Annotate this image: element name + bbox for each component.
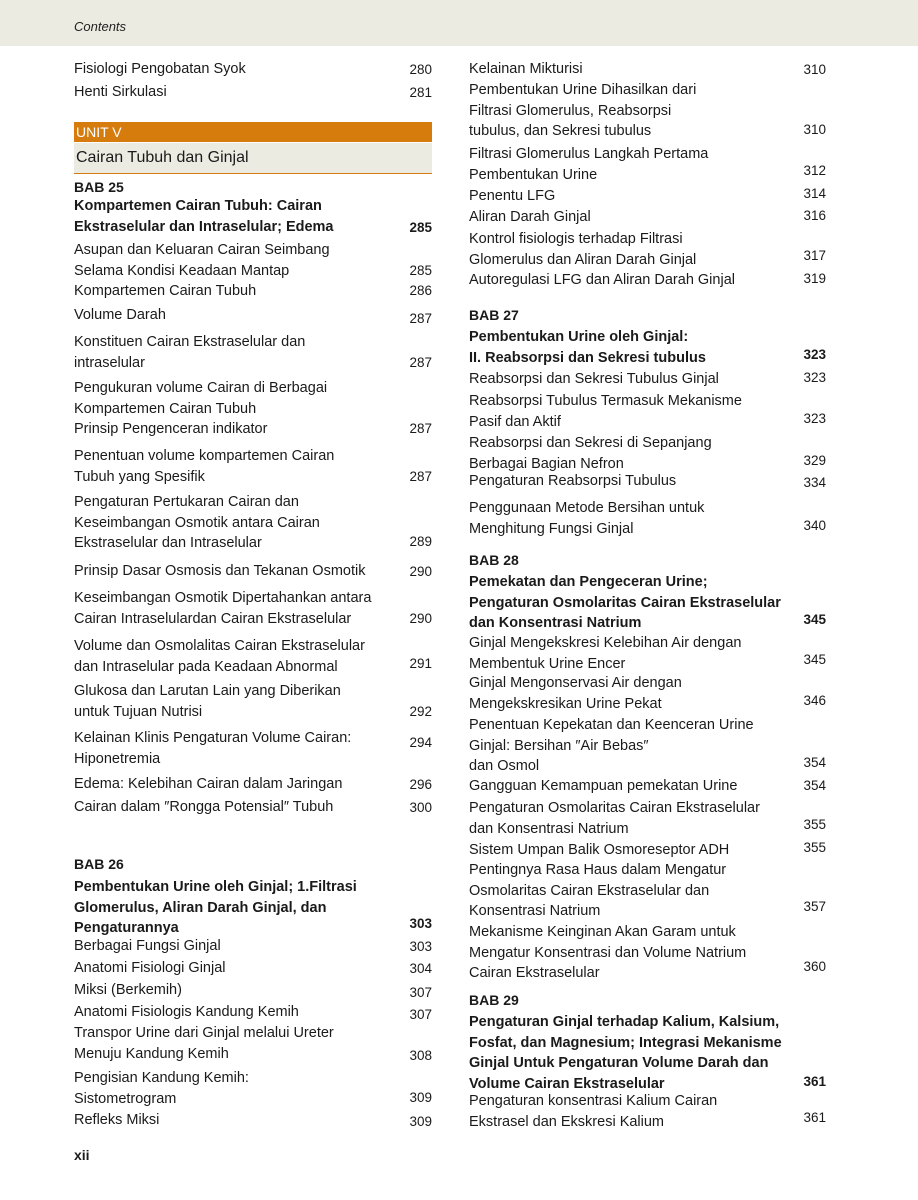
page-ref: 285 bbox=[409, 262, 432, 278]
toc-entry[interactable]: Anatomi Fisiologi Ginjal 304 bbox=[74, 958, 432, 979]
page-number: xii bbox=[74, 1147, 90, 1163]
page-ref: 308 bbox=[409, 1047, 432, 1063]
toc-entry[interactable]: Penentu LFG 314 bbox=[469, 185, 826, 204]
toc-entry[interactable]: Kelainan Klinis Pengaturan Volume Cairan: Hiponetremia 294 bbox=[74, 730, 432, 767]
page-ref: 280 bbox=[409, 61, 432, 77]
page-ref: 290 bbox=[409, 610, 432, 626]
chapter-heading[interactable]: Pembentukan Urine oleh Ginjal; 1.Filtrasi Glomerulus, Aliran Darah Ginjal, dan Pengaturannya 303 bbox=[74, 879, 432, 936]
toc-entry[interactable]: Pengaturan Pertukaran Cairan dan Keseimbangan Osmotik antara Cairan Ekstraselular dan Intraselular 289 bbox=[74, 494, 432, 551]
toc-entry[interactable]: Pengukuran volume Cairan di Berbagai Kompartemen Cairan Tubuh Prinsip Pengenceran indikator 287 bbox=[74, 380, 432, 437]
toc-entry[interactable]: Ginjal Mengekskresi Kelebihan Air dengan Membentuk Urine Encer 345 bbox=[469, 635, 826, 672]
toc-entry[interactable]: Aliran Darah Ginjal 316 bbox=[469, 207, 826, 225]
page-ref: 307 bbox=[409, 1006, 432, 1022]
toc-entry[interactable]: Edema: Kelebihan Cairan dalam Jaringan 296 bbox=[74, 774, 432, 795]
page-ref: 289 bbox=[409, 533, 432, 549]
page-ref: 281 bbox=[409, 84, 432, 100]
page-ref: 340 bbox=[803, 517, 826, 533]
page-ref: 323 bbox=[803, 369, 826, 385]
toc-entry[interactable]: Sistem Umpan Balik Osmoreseptor ADH 355 bbox=[469, 839, 826, 858]
running-header-band bbox=[0, 0, 918, 46]
page-ref: 329 bbox=[803, 452, 826, 468]
page-ref: 296 bbox=[409, 776, 432, 792]
chapter-label: BAB 29 bbox=[469, 992, 519, 1008]
page-ref: 304 bbox=[409, 960, 432, 976]
page-ref: 310 bbox=[803, 61, 826, 77]
page-ref: 285 bbox=[409, 219, 432, 235]
unit-label-bar bbox=[74, 122, 432, 142]
page-ref: 361 bbox=[803, 1073, 826, 1089]
toc-entry[interactable]: Volume Darah 287 bbox=[74, 305, 432, 329]
page-ref: 309 bbox=[409, 1089, 432, 1105]
page-ref: 323 bbox=[803, 346, 826, 362]
page-ref: 345 bbox=[803, 611, 826, 627]
page-ref: 316 bbox=[803, 207, 826, 223]
chapter-heading[interactable]: Pemekatan dan Pengeceran Urine; Pengaturan Osmolaritas Cairan Ekstraselular dan Konsentrasi Natrium 345 bbox=[469, 574, 826, 631]
toc-entry[interactable]: Filtrasi Glomerulus Langkah Pertama Pembentukan Urine 312 bbox=[469, 146, 826, 183]
page-ref: 323 bbox=[803, 410, 826, 426]
page-ref: 300 bbox=[409, 799, 432, 815]
page-ref: 361 bbox=[803, 1109, 826, 1125]
toc-entry[interactable]: Anatomi Fisiologis Kandung Kemih 307 bbox=[74, 1002, 432, 1025]
toc-entry[interactable]: Berbagai Fungsi Ginjal 303 bbox=[74, 936, 432, 957]
page-ref: 319 bbox=[803, 270, 826, 286]
unit-subtitle-band bbox=[74, 143, 432, 174]
unit-label: UNIT V bbox=[76, 124, 122, 140]
page-ref: 309 bbox=[409, 1113, 432, 1129]
toc-entry[interactable]: Volume dan Osmolalitas Cairan Ekstraselular dan Intraselular pada Keadaan Abnormal 291 bbox=[74, 638, 432, 675]
chapter-label: BAB 27 bbox=[469, 307, 519, 323]
page-ref: 292 bbox=[409, 703, 432, 719]
toc-entry[interactable]: Ginjal Mengonservasi Air dengan Mengekskresikan Urine Pekat 346 bbox=[469, 675, 826, 712]
toc-entry[interactable]: Asupan dan Keluaran Cairan Seimbang Selama Kondisi Keadaan Mantap 285 bbox=[74, 240, 432, 281]
page-ref: 317 bbox=[803, 247, 826, 263]
page-ref: 314 bbox=[803, 185, 826, 201]
page-ref: 287 bbox=[409, 420, 432, 436]
page-ref: 287 bbox=[409, 310, 432, 326]
toc-entry[interactable]: Miksi (Berkemih) 307 bbox=[74, 980, 432, 1003]
page-ref: 334 bbox=[803, 474, 826, 490]
toc-entry[interactable]: Reabsorpsi Tubulus Termasuk Mekanisme Pasif dan Aktif 323 bbox=[469, 393, 826, 430]
chapter-heading[interactable]: Pengaturan Ginjal terhadap Kalium, Kalsium, Fosfat, dan Magnesium; Integrasi Mekanisme Ginjal Untuk Pengaturan Volume Darah dan Volume Cairan Ekstraselular 361 bbox=[469, 1014, 826, 1092]
toc-entry[interactable]: Kontrol fisiologis terhadap Filtrasi Glomerulus dan Aliran Darah Ginjal 317 bbox=[469, 231, 826, 268]
toc-entry[interactable]: Transpor Urine dari Ginjal melalui Ureter Menuju Kandung Kemih 308 bbox=[74, 1023, 432, 1066]
page-ref: 291 bbox=[409, 655, 432, 671]
toc-entry[interactable]: Penggunaan Metode Bersihan untuk Menghitung Fungsi Ginjal 340 bbox=[469, 500, 826, 537]
toc-entry[interactable]: Mekanisme Keinginan Akan Garam untuk Mengatur Konsentrasi dan Volume Natrium Cairan Ekstraselular 360 bbox=[469, 924, 826, 981]
page-ref: 303 bbox=[409, 938, 432, 954]
page-ref: 354 bbox=[803, 777, 826, 793]
toc-entry[interactable]: Pentingnya Rasa Haus dalam Mengatur Osmolaritas Cairan Ekstraselular dan Konsentrasi Natrium 357 bbox=[469, 862, 826, 919]
page-ref: 345 bbox=[803, 651, 826, 667]
chapter-label: BAB 28 bbox=[469, 552, 519, 568]
page-ref: 312 bbox=[803, 162, 826, 178]
toc-entry[interactable]: Gangguan Kemampuan pemekatan Urine 354 bbox=[469, 777, 826, 794]
page-ref: 294 bbox=[409, 734, 432, 750]
toc-entry[interactable]: Reabsorpsi dan Sekresi di Sepanjang Berbagai Bagian Nefron 329 bbox=[469, 435, 826, 472]
toc-entry[interactable]: Glukosa dan Larutan Lain yang Diberikan untuk Tujuan Nutrisi 292 bbox=[74, 681, 432, 722]
toc-entry[interactable]: Penentuan volume kompartemen Cairan Tubuh yang Spesifik 287 bbox=[74, 446, 432, 487]
page-ref: 360 bbox=[803, 958, 826, 974]
running-header-title: Contents bbox=[74, 19, 127, 34]
toc-entry[interactable]: Keseimbangan Osmotik Dipertahankan antara Cairan Intraselulardan Cairan Ekstraselular 290 bbox=[74, 588, 432, 629]
page-ref: 287 bbox=[409, 468, 432, 484]
toc-entry[interactable]: Kelainan Mikturisi 310 bbox=[469, 59, 826, 80]
chapter-label: BAB 26 bbox=[74, 856, 124, 872]
toc-entry[interactable]: Fisiologi Pengobatan Syok 280 bbox=[74, 59, 432, 80]
toc-entry[interactable]: Prinsip Dasar Osmosis dan Tekanan Osmotik 290 bbox=[74, 561, 432, 582]
page-ref: 357 bbox=[803, 898, 826, 914]
page-ref: 354 bbox=[803, 754, 826, 770]
page-ref: 355 bbox=[803, 839, 826, 855]
page-ref: 310 bbox=[803, 121, 826, 137]
page-ref: 303 bbox=[409, 915, 432, 931]
toc-entry[interactable]: Penentuan Kepekatan dan Keenceran Urine Ginjal: Bersihan ″Air Bebas″ dan Osmol 354 bbox=[469, 717, 826, 774]
toc-entry[interactable]: Kompartemen Cairan Tubuh 286 bbox=[74, 282, 432, 299]
page-ref: 355 bbox=[803, 816, 826, 832]
unit-subtitle: Cairan Tubuh dan Ginjal bbox=[76, 149, 249, 166]
toc-entry[interactable]: Konstituen Cairan Ekstraselular dan intraselular 287 bbox=[74, 332, 432, 373]
toc-entry[interactable]: Pengisian Kandung Kemih: Sistometrogram 309 bbox=[74, 1070, 432, 1107]
toc-entry[interactable]: Reabsorpsi dan Sekresi Tubulus Ginjal 323 bbox=[469, 369, 826, 387]
toc-entry[interactable]: Pengaturan Reabsorpsi Tubulus 334 bbox=[469, 471, 826, 493]
page-ref: 286 bbox=[409, 282, 432, 298]
toc-entry[interactable]: Pengaturan Osmolaritas Cairan Ekstraselular dan Konsentrasi Natrium 355 bbox=[469, 800, 826, 837]
page-ref: 346 bbox=[803, 692, 826, 708]
toc-entry[interactable]: Refleks Miksi 309 bbox=[74, 1110, 432, 1132]
page-ref: 307 bbox=[409, 984, 432, 1000]
page-ref: 287 bbox=[409, 354, 432, 370]
toc-entry[interactable]: Pembentukan Urine Dihasilkan dari Filtrasi Glomerulus, Reabsorpsi tubulus, dan Sekresi tubulus 310 bbox=[469, 82, 826, 139]
toc-entry[interactable]: Autoregulasi LFG dan Aliran Darah Ginjal 319 bbox=[469, 270, 826, 288]
page-ref: 290 bbox=[409, 563, 432, 579]
chapter-heading[interactable]: Pembentukan Urine oleh Ginjal: II. Reabsorpsi dan Sekresi tubulus 323 bbox=[469, 329, 826, 366]
toc-entry[interactable]: Pengaturan konsentrasi Kalium Cairan Ekstrasel dan Ekskresi Kalium 361 bbox=[469, 1093, 826, 1130]
toc-entry[interactable]: Cairan dalam ″Rongga Potensial″ Tubuh 300 bbox=[74, 797, 432, 818]
chapter-label: BAB 25 bbox=[74, 179, 124, 195]
toc-entry[interactable]: Henti Sirkulasi 281 bbox=[74, 82, 432, 103]
chapter-heading[interactable]: Kompartemen Cairan Tubuh: Cairan Ekstraselular dan Intraselular; Edema 285 bbox=[74, 196, 432, 238]
